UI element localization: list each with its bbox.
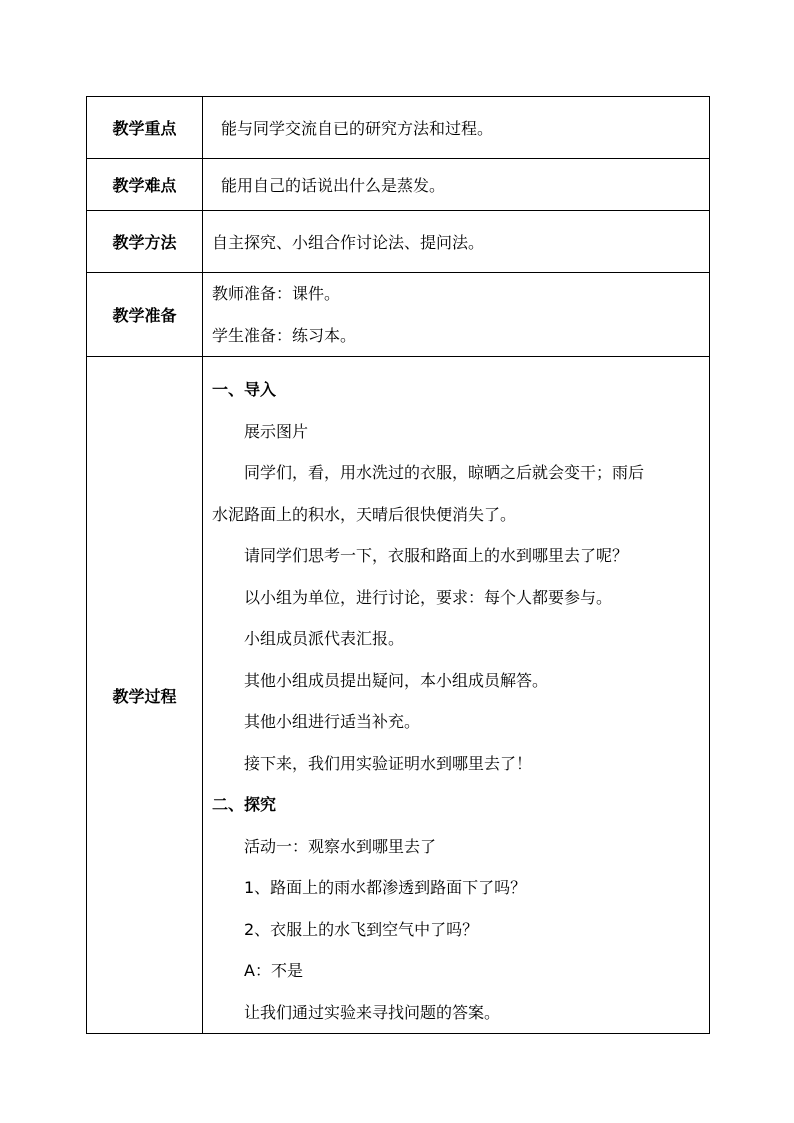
section-heading-explore: 二、探究	[212, 795, 277, 814]
text-teaching-preparation	[203, 273, 710, 357]
paragraph: 其他小组成员提出疑问，本小组成员解答。	[244, 670, 549, 690]
paragraph: 活动一：观察水到哪里去了	[244, 836, 437, 856]
paragraph: A：不是	[244, 961, 303, 980]
paragraph: 水泥路面上的积水，天晴后很快便消失了。	[212, 504, 517, 524]
text-teaching-difficulty: 能用自己的话说出什么是蒸发。	[203, 159, 710, 211]
paragraph: 请同学们思考一下，衣服和路面上的水到哪里去了呢？	[244, 546, 629, 565]
paragraph: 展示图片	[244, 421, 309, 441]
paragraph: 让我们通过实验来寻找问题的答案。	[244, 1002, 501, 1022]
paragraph: 接下来，我们用实验证明水到哪里去了！	[244, 753, 533, 773]
teacher-preparation: 教师准备：课件。	[212, 283, 341, 303]
label-teaching-preparation: 教学准备	[87, 273, 203, 357]
label-teaching-difficulty: 教学难点	[87, 159, 203, 211]
paragraph: 以小组为单位，进行讨论，要求：每个人都要参与。	[244, 587, 613, 607]
paragraph: 其他小组进行适当补充。	[244, 712, 421, 731]
text-teaching-focus: 能与同学交流自已的研究方法和过程。	[203, 97, 710, 159]
text-teaching-method: 自主探究、小组合作讨论法、提问法。	[203, 211, 710, 273]
label-teaching-focus: 教学重点	[87, 97, 203, 159]
section-heading-intro: 一、导入	[212, 380, 277, 399]
row-teaching-method	[87, 211, 710, 273]
row-teaching-preparation	[87, 273, 710, 357]
label-teaching-process: 教学过程	[87, 357, 203, 1034]
text-teaching-process	[203, 357, 710, 1034]
row-teaching-difficulty	[87, 159, 710, 211]
label-teaching-method: 教学方法	[87, 211, 203, 273]
paragraph: 小组成员派代表汇报。	[244, 629, 405, 648]
paragraph: 同学们，看，用水洗过的衣服，晾晒之后就会变干；雨后	[244, 463, 645, 482]
student-preparation: 学生准备：练习本。	[212, 325, 357, 345]
paragraph: 2、衣服上的水飞到空气中了吗？	[244, 919, 479, 939]
paragraph: 1、路面上的雨水都渗透到路面下了吗？	[244, 878, 527, 897]
row-teaching-focus	[87, 97, 710, 159]
lesson-plan-table	[86, 96, 710, 1034]
row-teaching-process	[87, 357, 710, 1034]
